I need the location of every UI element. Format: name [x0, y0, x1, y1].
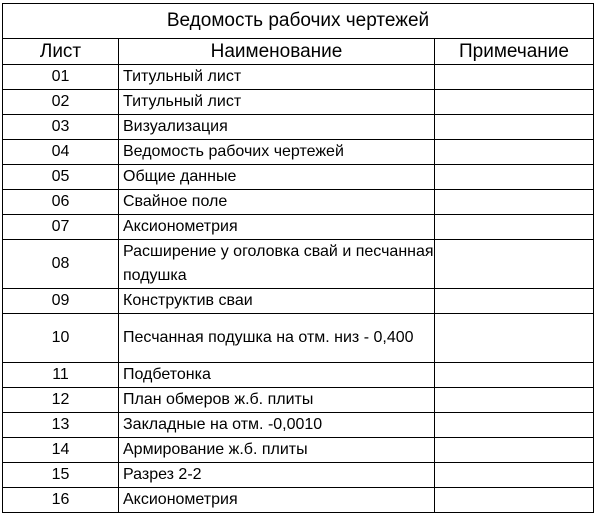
sheet-note: [435, 90, 594, 115]
column-header-sheet: Лист: [3, 39, 119, 65]
sheet-name: Титульный лист: [119, 90, 435, 115]
sheet-note: [435, 363, 594, 388]
sheet-note: [435, 438, 594, 463]
sheet-number: 05: [3, 165, 119, 190]
sheet-number: 10: [3, 314, 119, 363]
sheet-name: Армирование ж.б. плиты: [119, 438, 435, 463]
sheet-number: 01: [3, 65, 119, 90]
sheet-name: Разрез 2-2: [119, 463, 435, 488]
table-row: [3, 413, 594, 438]
sheet-name: Песчанная подушка на отм. низ - 0,400: [119, 314, 435, 363]
table-row: [3, 240, 594, 289]
table-row: [3, 115, 594, 140]
table-row: [3, 463, 594, 488]
sheet-number: 12: [3, 388, 119, 413]
sheet-number: 04: [3, 140, 119, 165]
table-row: [3, 289, 594, 314]
sheet-name: Конструктив сваи: [119, 289, 435, 314]
table-row: [3, 363, 594, 388]
sheet-number: 15: [3, 463, 119, 488]
sheet-note: [435, 140, 594, 165]
sheet-note: [435, 388, 594, 413]
sheet-note: [435, 165, 594, 190]
sheet-note: [435, 463, 594, 488]
table-row: [3, 190, 594, 215]
drawings-list-table: [2, 3, 594, 513]
table-row: [3, 488, 594, 513]
sheet-number: 09: [3, 289, 119, 314]
table-row: [3, 165, 594, 190]
table-row: [3, 140, 594, 165]
sheet-note: [435, 314, 594, 363]
sheet-name: Аксионометрия: [119, 488, 435, 513]
sheet-name: Визуализация: [119, 115, 435, 140]
table-row: [3, 388, 594, 413]
sheet-name: Общие данные: [119, 165, 435, 190]
sheet-name: Титульный лист: [119, 65, 435, 90]
sheet-note: [435, 215, 594, 240]
sheet-number: 02: [3, 90, 119, 115]
table-title: Ведомость рабочих чертежей: [3, 4, 594, 39]
header-row: [3, 39, 594, 65]
sheet-name: Подбетонка: [119, 363, 435, 388]
sheet-number: 07: [3, 215, 119, 240]
sheet-number: 11: [3, 363, 119, 388]
sheet-number: 13: [3, 413, 119, 438]
sheet-number: 14: [3, 438, 119, 463]
sheet-note: [435, 289, 594, 314]
sheet-number: 16: [3, 488, 119, 513]
column-header-name: Наименование: [119, 39, 435, 65]
sheet-note: [435, 190, 594, 215]
sheet-note: [435, 413, 594, 438]
sheet-number: 08: [3, 240, 119, 289]
table-row: [3, 90, 594, 115]
sheet-name: Расширение у оголовка свай и песчанная подушка: [119, 240, 435, 289]
table-row: [3, 438, 594, 463]
table-row: [3, 65, 594, 90]
sheet-note: [435, 65, 594, 90]
column-header-note: Примечание: [435, 39, 594, 65]
table-row: [3, 215, 594, 240]
sheet-number: 03: [3, 115, 119, 140]
sheet-name: Аксионометрия: [119, 215, 435, 240]
sheet-name: Закладные на отм. -0,0010: [119, 413, 435, 438]
sheet-note: [435, 240, 594, 289]
sheet-name: Свайное поле: [119, 190, 435, 215]
sheet-number: 06: [3, 190, 119, 215]
sheet-name: План обмеров ж.б. плиты: [119, 388, 435, 413]
sheet-name: Ведомость рабочих чертежей: [119, 140, 435, 165]
sheet-note: [435, 115, 594, 140]
title-row: [3, 4, 594, 39]
table-row: [3, 314, 594, 363]
sheet-note: [435, 488, 594, 513]
